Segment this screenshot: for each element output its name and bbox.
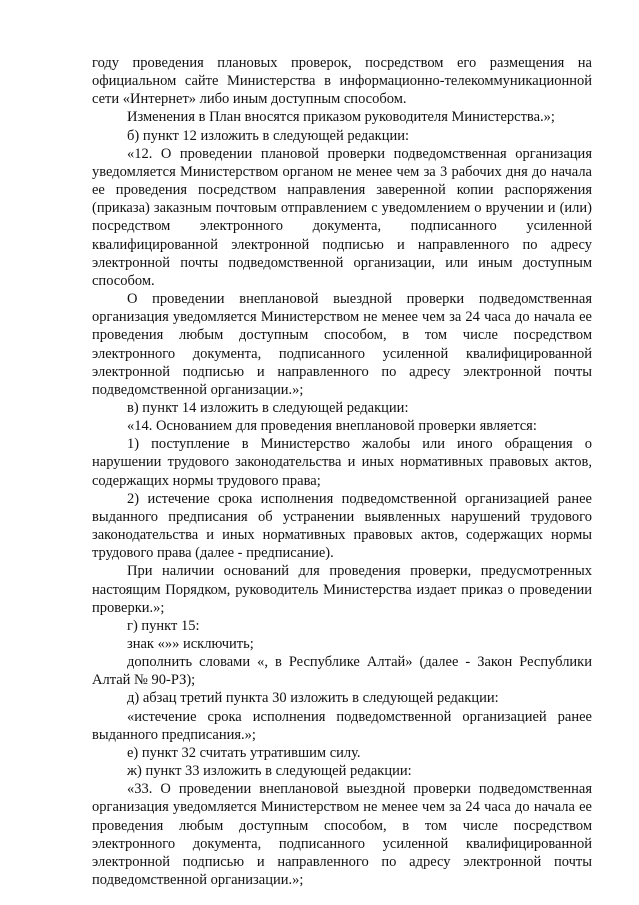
paragraph-clause-33: «33. О проведении внеплановой выездной проверки подведомственная организация уведомляется Министерством не менее чем за 24 часа до начала ее проведения любым доступным способом, в том числе посредством электронного документа, подписанного усиленной квалифицированной электронной подписью и направленного по адресу электронной почты подведомственной организации.»;: [92, 781, 592, 889]
paragraph-clause-12: «12. О проведении плановой проверки подведомственная организация уведомляется Министерством органом не менее чем за 3 рабочих дня до начала ее проведения посредством направления заверенной копии распоряжения (приказа) заказным почтовым отправлением с уведомлением о вручении и (или) посредством электронного документа, подписанного усиленной квалифицированной электронной подписью и направленного по адресу электронной почты подведомственной организации, или иным доступным способом.: [92, 145, 592, 289]
paragraph-item-e: е) пункт 32 считать утратившим силу.: [127, 744, 361, 761]
paragraph-plan-publication: году проведения плановых проверок, посредством его размещения на официальном сайте Министерства в информационно-телекоммуникационной сети «Интернет» либо иным доступным способом.: [92, 55, 592, 108]
paragraph-item-b: б) пункт 12 изложить в следующей редакции:: [127, 127, 409, 144]
paragraph-unscheduled-notice: О проведении внеплановой выездной проверки подведомственная организация уведомляется Министерством не менее чем за 24 часа до начала ее проведения любым доступным способом, в том числе посредством электронного документа, подписанного усиленной квалифицированной электронной подписью и направленного по адресу электронной почты подведомственной организации.»;: [92, 291, 592, 398]
paragraph-ground-1: 1) поступление в Министерство жалобы или иного обращения о нарушении трудового законодательства и иных нормативных правовых актов, содержащих нормы трудового права;: [92, 436, 592, 489]
paragraph-item-g: г) пункт 15:: [127, 617, 200, 634]
paragraph-expiry-text: «истечение срока исполнения подведомственной организацией ранее выданного предписания.»;: [92, 708, 592, 743]
paragraph-add-words: дополнить словами «, в Республике Алтай» (далее - Закон Республики Алтай № 90-РЗ);: [92, 654, 592, 689]
paragraph-remove-sign: знак «»» исключить;: [127, 636, 254, 652]
paragraph-clause-14: «14. Основанием для проведения внеплановой проверки является:: [127, 418, 537, 435]
paragraph-order-issue: При наличии оснований для проведения проверки, предусмотренных настоящим Порядком, руководитель Министерства издает приказ о проведении проверки.»;: [92, 563, 592, 616]
paragraph-ground-2: 2) истечение срока исполнения подведомственной организацией ранее выданного предписания об устранении выявленных нарушений трудового законодательства и иных нормативных правовых актов, содержащих нормы трудового права (далее - предписание).: [92, 490, 592, 562]
paragraph-item-d: д) абзац третий пункта 30 изложить в следующей редакции:: [127, 690, 499, 707]
paragraph-plan-changes: Изменения в План вносятся приказом руководителя Министерства.»;: [127, 109, 555, 126]
paragraph-item-v: в) пункт 14 изложить в следующей редакции:: [127, 399, 409, 416]
paragraph-item-zh: ж) пункт 33 изложить в следующей редакции:: [127, 763, 412, 780]
